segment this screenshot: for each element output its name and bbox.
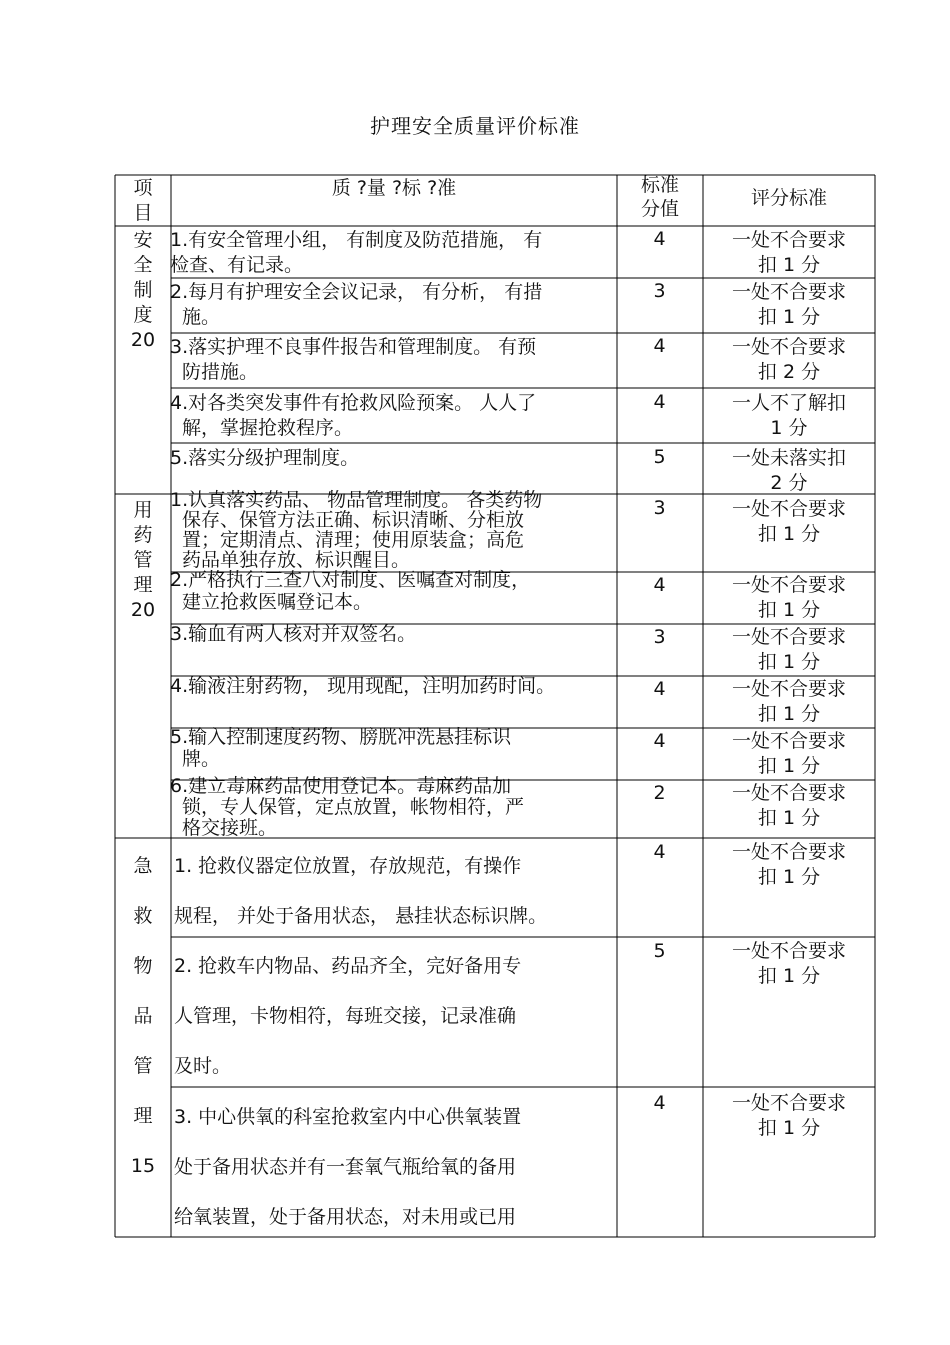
score-value: 5	[653, 446, 666, 468]
list-item: 3.落实护理不良事件报告和管理制度。 有预 防措施。	[170, 336, 537, 383]
scoring-criteria: 一人不了解扣 1 分	[731, 392, 846, 439]
header-standard: 质 ?量 ?标 ?准	[331, 177, 457, 199]
scoring-criteria: 一处不合要求 扣 1 分	[731, 940, 846, 987]
list-item: 4.输液注射药物， 现用现配，注明加药时间。	[170, 675, 556, 697]
score-value: 2	[653, 782, 666, 804]
score-value: 4	[653, 391, 666, 413]
score-value: 4	[653, 730, 666, 752]
header-criteria: 评分标准	[750, 187, 827, 209]
score-value: 3	[653, 280, 666, 302]
list-item: 2.严格执行三查八对制度、医嘱查对制度， 建立抢救医嘱登记本。	[170, 569, 531, 613]
list-item: 4.对各类突发事件有抢救风险预案。 人人了 解，掌握抢救程序。	[170, 392, 537, 439]
score-value: 4	[653, 1092, 666, 1114]
score-value: 3	[653, 626, 666, 648]
scoring-criteria: 一处不合要求 扣 1 分	[731, 730, 846, 777]
list-item: 1.有安全管理小组， 有制度及防范措施， 有 检查、有记录。	[170, 229, 543, 276]
scoring-criteria: 一处不合要求 扣 1 分	[731, 782, 846, 829]
page-title: 护理安全质量评价标准	[370, 114, 580, 138]
scoring-criteria: 一处不合要求 扣 1 分	[731, 841, 846, 888]
score-value: 4	[653, 228, 666, 250]
score-value: 4	[653, 678, 666, 700]
list-item: 2.每月有护理安全会议记录， 有分析， 有措 施。	[170, 281, 543, 328]
list-item: 6.建立毒麻药品使用登记本。毒麻药品加 锁，专人保管，定点放置，帐物相符，严 格交接班。	[170, 775, 525, 839]
list-item: 5.输入控制速度药物、膀胱冲洗悬挂标识 牌。	[170, 726, 512, 770]
scoring-criteria: 一处不合要求 扣 2 分	[731, 336, 846, 383]
scoring-criteria: 一处不合要求 扣 1 分	[731, 229, 846, 276]
header-item: 项 目	[133, 177, 153, 224]
score-value: 4	[653, 841, 666, 863]
score-value: 3	[653, 497, 666, 519]
category-medication-management: 用 药 管 理 20	[130, 499, 156, 621]
category-emergency-supplies: 急 救 物 品 管 理 15	[130, 855, 156, 1177]
list-item: 5.落实分级护理制度。	[170, 447, 360, 469]
score-value: 4	[653, 335, 666, 357]
score-value: 5	[653, 940, 666, 962]
scoring-criteria: 一处不合要求 扣 1 分	[731, 574, 846, 621]
scoring-criteria: 一处未落实扣 2 分	[731, 447, 846, 494]
list-item: 3.输血有两人核对并双签名。	[170, 623, 417, 645]
list-item: 2. 抢救车内物品、药品齐全，完好备用专 人管理，卡物相符，每班交接，记录准确 及时。	[174, 955, 522, 1077]
scoring-criteria: 一处不合要求 扣 1 分	[731, 281, 846, 328]
scoring-criteria: 一处不合要求 扣 1 分	[731, 626, 846, 673]
scoring-criteria: 一处不合要求 扣 1 分	[731, 678, 846, 725]
scoring-criteria: 一处不合要求 扣 1 分	[731, 498, 846, 545]
scoring-criteria: 一处不合要求 扣 1 分	[731, 1092, 846, 1139]
category-safety-system: 安 全 制 度 20	[130, 229, 156, 351]
header-score: 标准 分值	[640, 174, 679, 220]
list-item: 1.认真落实药品、 物品管理制度。 各类药物 保存、保管方法正确、标识清晰、分柜放 置；定期清点、清理；使用原装盒；高危 药品单独存放、标识醒目。	[170, 489, 543, 571]
list-item: 1. 抢救仪器定位放置，存放规范，有操作 规程， 并处于备用状态， 悬挂状态标识牌。	[174, 855, 548, 927]
score-value: 4	[653, 574, 666, 596]
list-item: 3. 中心供氧的科室抢救室内中心供氧装置 处于备用状态并有一套氧气瓶给氧的备用 给氧装置，处于备用状态，对未用或已用	[174, 1106, 522, 1228]
